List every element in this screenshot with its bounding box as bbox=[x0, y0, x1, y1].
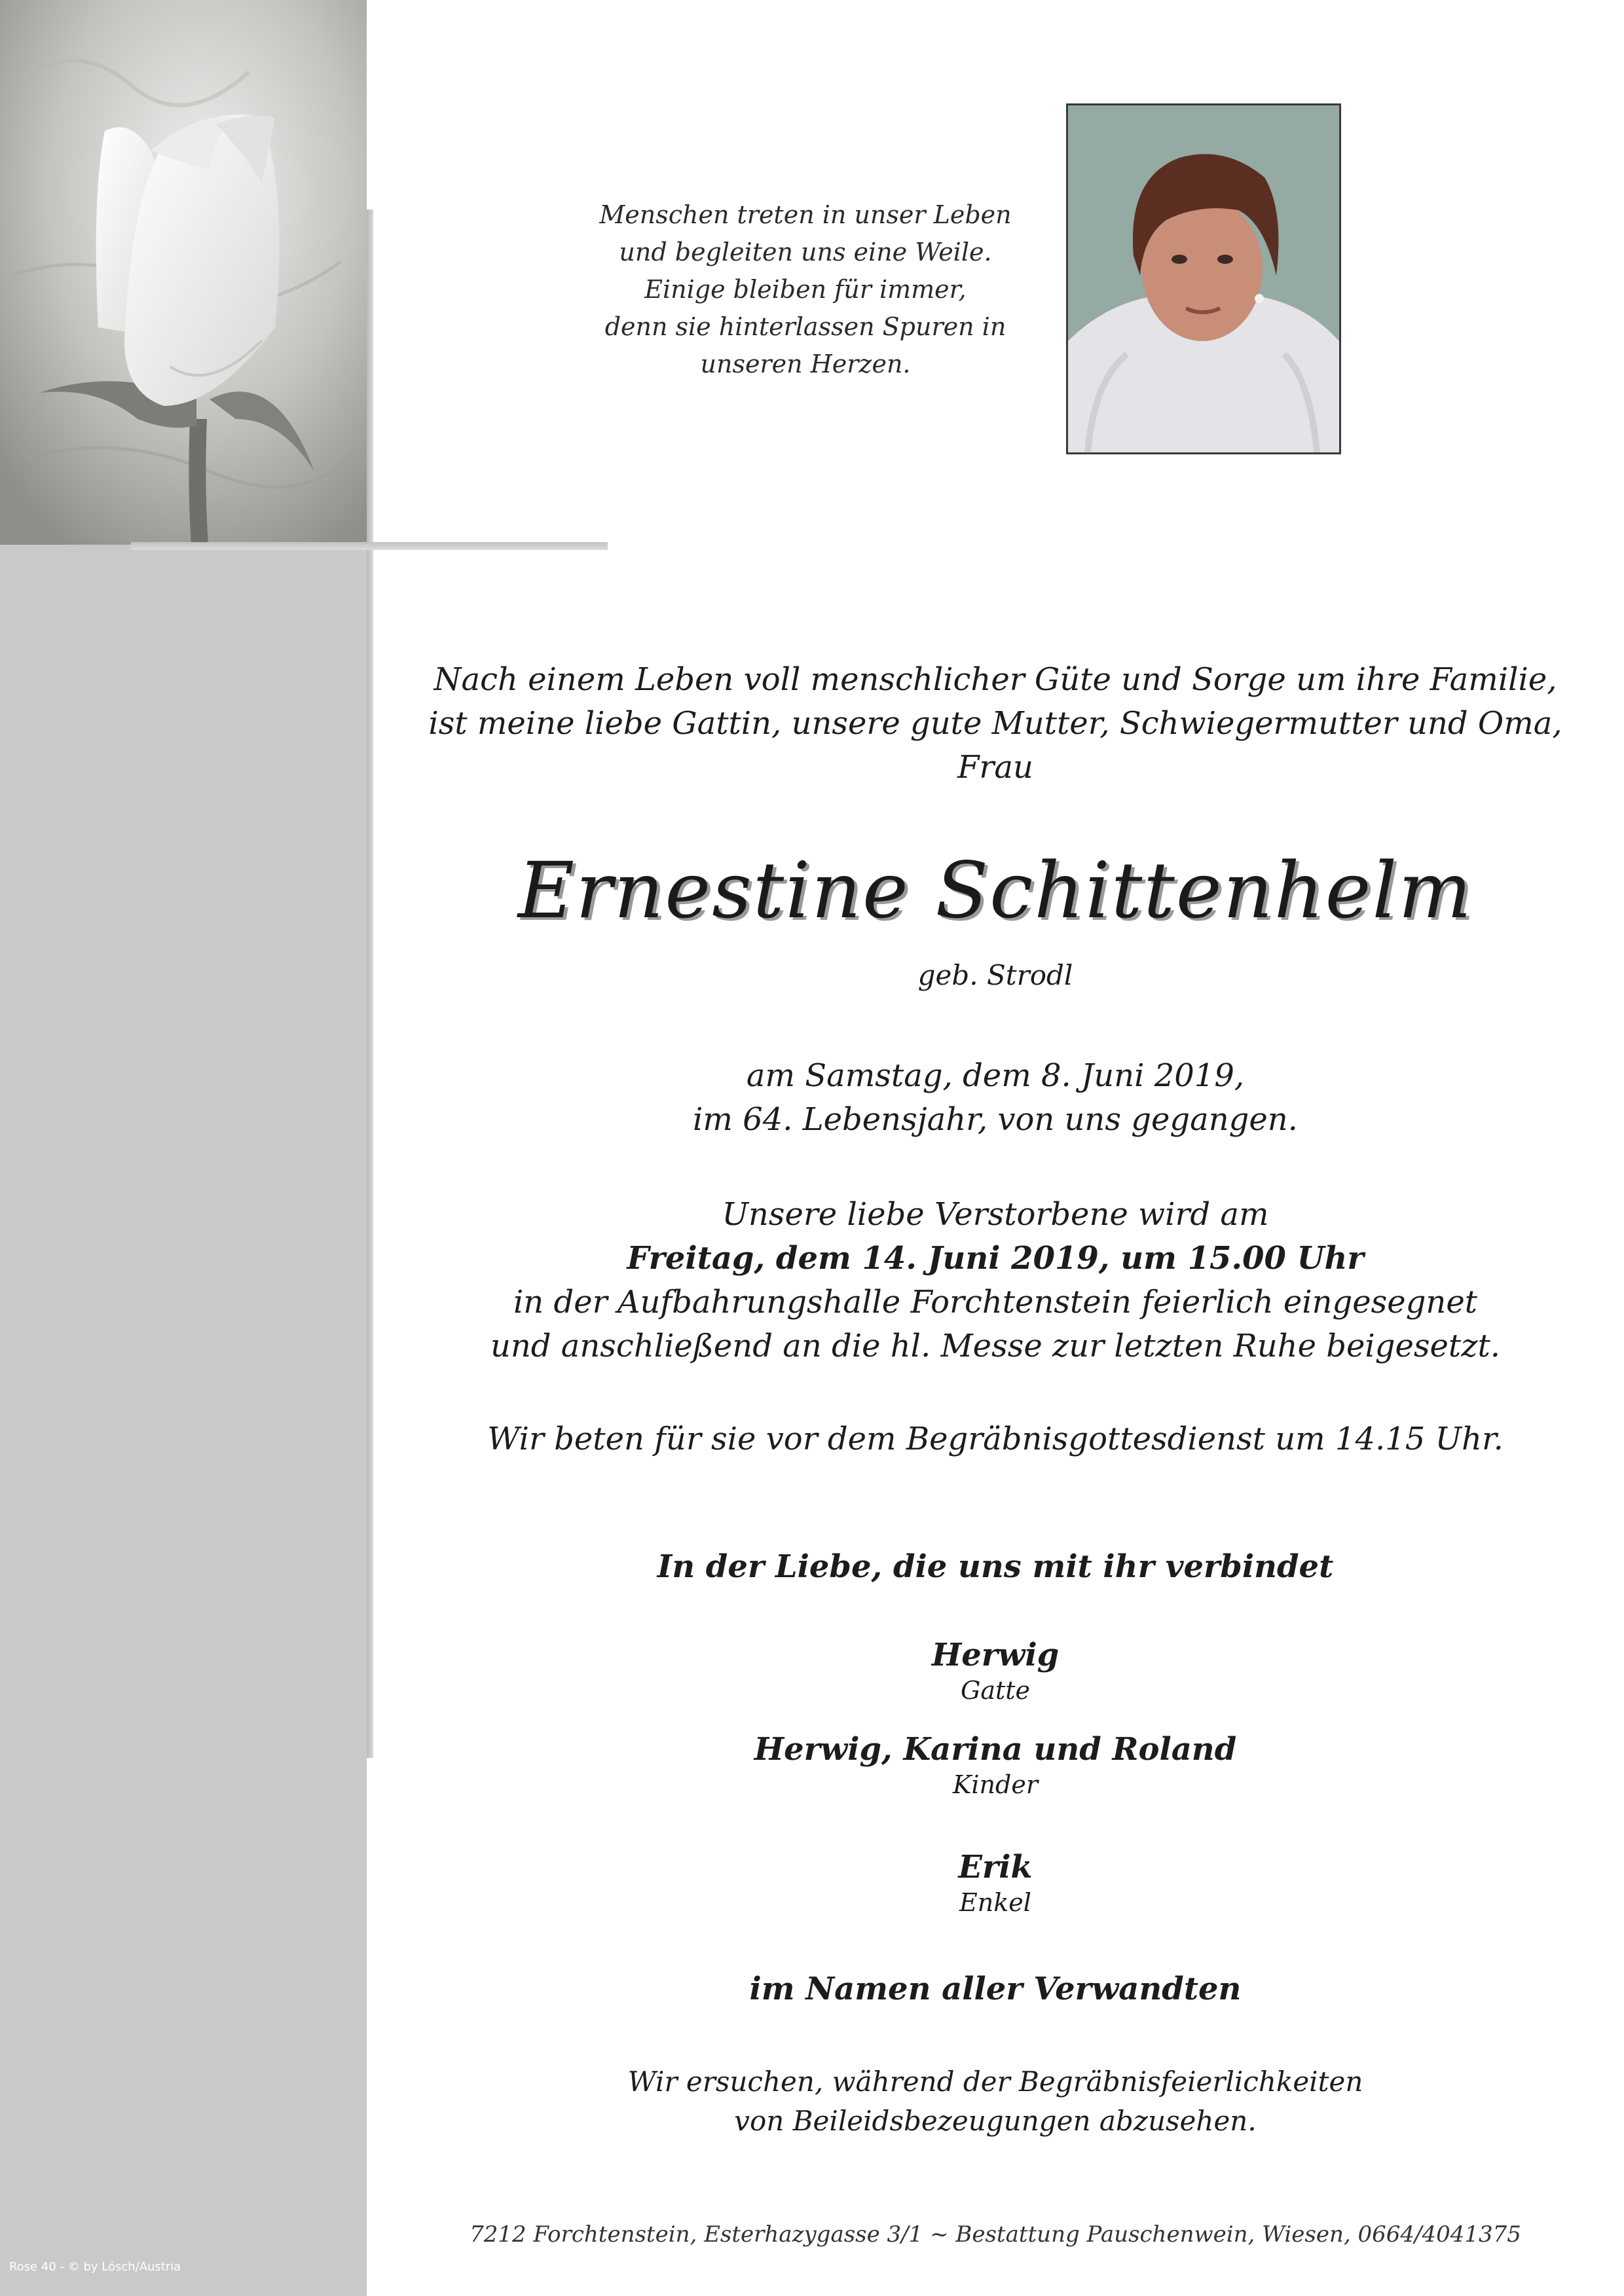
mourner-entry bbox=[419, 1730, 1572, 1800]
funeral-line: in der Aufbahrungshalle Forchtenstein feierlich eingesegnet bbox=[513, 1284, 1478, 1321]
mourners-heading: In der Liebe, die uns mit ihr verbindet bbox=[657, 1548, 1334, 1585]
funeral-date-time: Freitag, dem 14. Juni 2019, um 15.00 Uhr bbox=[627, 1240, 1364, 1277]
mourner-name: Herwig, Karina und Roland bbox=[754, 1731, 1237, 1768]
verse-line: unseren Herzen. bbox=[700, 350, 911, 378]
closing-line: im Namen aller Verwandten bbox=[749, 1971, 1242, 2007]
death-line: am Samstag, dem 8. Juni 2019, bbox=[746, 1057, 1245, 1094]
verse-line: denn sie hinterlassen Spuren in bbox=[604, 312, 1006, 341]
prayer-notice: Wir beten für sie vor dem Begräbnisgottesdienst um 14.15 Uhr. bbox=[487, 1421, 1504, 1457]
horizontal-divider bbox=[131, 542, 608, 550]
funeral-line: und anschließend an die hl. Messe zur letzten Ruhe beigesetzt. bbox=[490, 1328, 1501, 1364]
footer-address: 7212 Forchtenstein, Esterhazygasse 3/1 ~ Bestattung Pauschenwein, Wiesen, 0664/4041375 bbox=[470, 2221, 1521, 2248]
death-line: im 64. Lebensjahr, von uns gegangen. bbox=[693, 1101, 1298, 1138]
verse-line: Menschen treten in unser Leben bbox=[599, 200, 1012, 229]
funeral-line: Unsere liebe Verstorbene wird am bbox=[722, 1196, 1269, 1233]
white-rose-icon bbox=[0, 0, 367, 545]
deceased-name: Ernestine Schittenhelm bbox=[517, 845, 1473, 936]
sidebar-panel bbox=[0, 545, 367, 2296]
intro-line: Nach einem Leben voll menschlicher Güte und Sorge um ihre Familie, bbox=[434, 661, 1557, 698]
mourner-name: Erik bbox=[958, 1849, 1033, 1886]
mourner-role: Kinder bbox=[953, 1770, 1038, 1799]
intro-line: Frau bbox=[957, 749, 1033, 786]
request-line: Wir ersuchen, während der Begräbnisfeierlichkeiten bbox=[627, 2066, 1363, 2098]
vertical-divider bbox=[367, 210, 373, 1758]
person-photo-icon bbox=[1068, 105, 1339, 452]
image-credit: Rose 40 - © by Lösch/Austria bbox=[9, 2260, 181, 2274]
death-notice bbox=[419, 1054, 1572, 1142]
mourner-role: Enkel bbox=[959, 1888, 1031, 1917]
mourner-name: Herwig bbox=[931, 1637, 1060, 1673]
memorial-verse bbox=[563, 196, 1048, 383]
condolence-request bbox=[419, 2062, 1572, 2141]
maiden-name: geb. Strodl bbox=[917, 959, 1073, 991]
verse-line: Einige bleiben für immer, bbox=[644, 275, 967, 304]
portrait-photo bbox=[1066, 103, 1341, 454]
intro-line: ist meine liebe Gattin, unsere gute Mutter, Schwiegermutter und Oma, bbox=[428, 705, 1562, 742]
mourner-entry bbox=[419, 1848, 1572, 1918]
mourner-entry bbox=[419, 1635, 1572, 1706]
funeral-details bbox=[419, 1193, 1572, 1368]
request-line: von Beileidsbezeugungen abzusehen. bbox=[734, 2105, 1257, 2137]
mourner-role: Gatte bbox=[960, 1676, 1031, 1705]
rose-image bbox=[0, 0, 367, 545]
intro-text bbox=[419, 658, 1572, 790]
verse-line: und begleiten uns eine Weile. bbox=[619, 238, 992, 266]
